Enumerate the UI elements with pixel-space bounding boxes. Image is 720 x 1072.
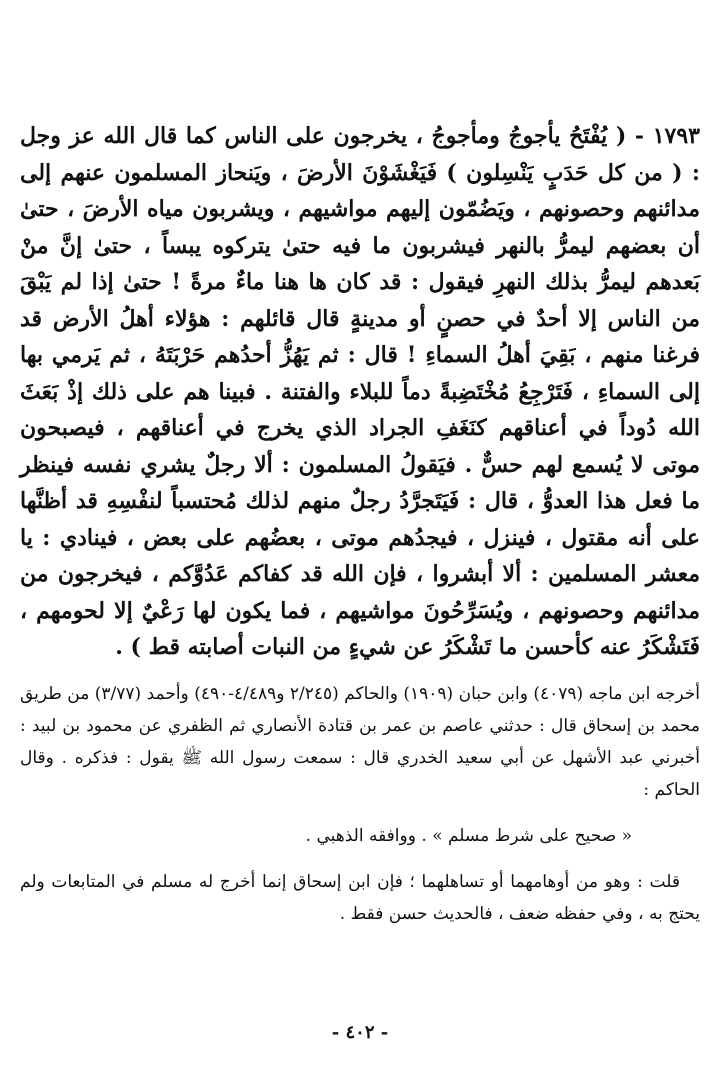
hadith-number: ١٧٩٣ xyxy=(652,123,700,149)
page-number: - ٤٠٢ - xyxy=(331,1022,389,1043)
hakim-quote: « صحيح على شرط مسلم » . ووافقه الذهبي . xyxy=(305,825,632,846)
takhrij-paragraph: أخرجه ابن ماجه (٤٠٧٩) وابن حبان (١٩٠٩) والحاكم (٢/٢٤٥ و٤/٤٨٩-٤٩٠) وأحمد (٣/٧٧) من طريق محمد بن إسحاق قال : حدثني عاصم بن عمر بن قتادة الأنصاري ثم الظفري عن محمود بن لبيد : أخبرني عبد الأشهل عن أبي سعيد الخدري قال : سمعت رسول الله ﷺ يقول : فذكره . وقال الحاكم : xyxy=(20,683,701,800)
hadith-paragraph xyxy=(20,118,700,666)
hadith-text: - ( يُفْتَحُ يأجوجُ ومأجوجُ ، يخرجون على الناس كما قال الله عز وجل : ( من كل حَدَبٍ يَنْسِلون ) فَيَغْشَوْنَ الأرضَ ، ويَنحاز المسلمون عنهم إلى مدائنهم وحصونهم ، ويَضُمّون إليهم مواشيهم ، ويشربون مياه الأرضَ ، حتىٰ أن بعضهم ليمرُّ بالنهر فيشربون ما فيه حتىٰ يتركوه يبساً ، حتىٰ إنَّ منْ بَعدهم ليمرُّ بذلك النهرِ فيقول : قد كان ها هنا ماءٌ مرةً ! حتىٰ إذا لم يَبْقَ من الناس إلا أحدٌ في حصنٍ أو مدينةٍ قال قائلهم : هؤلاء أهلُ الأرض قد فرغنا منهم ، بَقِيَ أهلُ السماءِ ! قال : ثم يَهُزُّ أحدُهم حَرْبَتَهُ ، ثم يَرمي بها إلى السماءِ ، فَتَرْجِعُ مُخْتَضِبةً دماً للبلاء والفتنة . فبينا هم على ذلك إذْ بَعَثَ الله دُوداً في أعناقهم كنَغَفِ الجراد الذي يخرج في أعناقهم ، فيصبحون موتى لا يُسمع لهم حسٌّ . فيَقولُ المسلمون : ألا رجلٌ يشري نفسه فينظر ما فعل هذا العدوُّ ، قال : فَيَتَجرَّدُ رجلٌ منهم لذلك مُحتسباً لنفْسِهِ قد أظنَّها على أنه مقتول ، فينزل ، فيجدُهم موتى ، بعضُهم على بعض ، فينادي : يا معشر المسلمين : ألا أبشروا ، فإن الله قد كفاكم عَدُوَّكم ، فيخرجون من مدائنهم وحصونهم ، ويُسَرِّحُونَ مواشيهم ، فما يكون لها رَعْيٌ إلا لحومهم ، فَتَشْكَرُ عنه كأحسن ما تَشْكَرُ عن شيءٍ من النبات أصابته قط ) . xyxy=(20,123,700,660)
section-gap xyxy=(20,666,700,678)
author-comment: قلت : وهو من أوهامهما أو تساهلهما ؛ فإن ابن إسحاق إنما أخرج له مسلم في المتابعات ولم يحتج به ، وفي حفظه ضعف ، فالحديث حسن فقط . xyxy=(20,871,700,924)
page-body xyxy=(20,118,700,930)
